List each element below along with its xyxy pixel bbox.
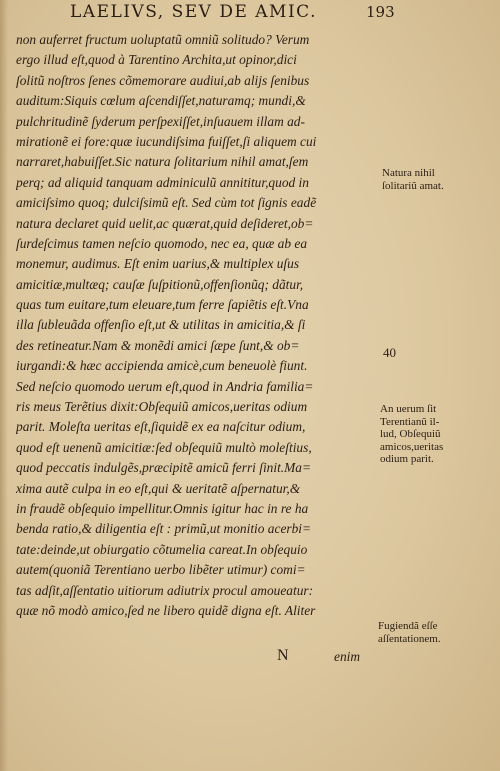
- text-line: des retineatur.Nam & monẽdi amici ſæpe ſunt,& ob=: [16, 337, 300, 353]
- text-line: perq; ad aliquid tanquam adminiculũ annititur,quod in: [16, 174, 309, 190]
- marginal-note-line: amicos,ueritas: [380, 440, 444, 453]
- marginal-note-line: odium parit.: [380, 453, 434, 465]
- text-line: pulchritudinẽ ſyderum perſpexiſſet,inſuauem illam ad-: [16, 113, 305, 129]
- text-line: monemur, audimus. Eſt enim uarius,& multiplex uſus: [16, 256, 300, 272]
- text-line: amicitiæ,multæq; cauſæ ſuſpitionũ,offenſionũq; dãtur,: [16, 276, 304, 292]
- text-line: quod peccatis indulgẽs,præcipitẽ amicũ ferri ſinit.Ma=: [16, 460, 312, 476]
- marginal-note-line: ſolitariũ amat.: [382, 179, 444, 192]
- marginal-note-line: lud, Obſequiũ: [380, 428, 441, 440]
- marginal-note-line: An uerum ſit: [380, 403, 437, 415]
- text-line: narraret,habuiſſet.Sic natura ſolitarium nihil amat,ſem: [16, 154, 309, 170]
- marginal-note-assentatio: [378, 620, 441, 645]
- text-line: ſurdeſcimus tamen neſcio quomodo, nec ea, quæ ab ea: [16, 235, 308, 251]
- text-line: benda ratio,& diligentia eſt : primũ,ut monitio acerbi=: [16, 521, 312, 537]
- line-number-marker: 40: [383, 345, 396, 360]
- text-line: tas adſit,aſſentatio uitiorum adiutrix procul amoueatur:: [16, 582, 314, 598]
- text-line: parit. Moleſta ueritas eſt,ſiquidẽ ex ea naſcitur odium,: [16, 419, 306, 435]
- marginal-note-natura: [382, 167, 444, 192]
- text-line: quod eſt uenenũ amicitiæ:ſed obſequiũ multò moleſtius,: [16, 439, 312, 455]
- text-line: quas tum euitare,tum eleuare,tum ferre ſapiẽtis eſt.Vna: [16, 297, 309, 313]
- text-line: mirationẽ ei fore:quæ iucundiſsima fuiſſet,ſi aliquem cui: [16, 133, 317, 149]
- text-line: ſolitũ noſtros ſenes cõmemorare audiui,ab alijs ſenibus: [16, 72, 310, 88]
- catchword: enim: [334, 649, 361, 664]
- marginal-note-line: Fugiendã eſſe: [378, 620, 438, 632]
- text-line: in fraudẽ obſequio impellitur.Omnis igitur hac in re ha: [16, 500, 309, 516]
- marginal-note-line: Terentianũ il-: [380, 415, 440, 428]
- text-line: Sed neſcio quomodo uerum eſt,quod in Andria familia=: [16, 378, 314, 394]
- marginal-note-line: aſſentationem.: [378, 632, 441, 645]
- running-title: LAELIVS, SEV DE AMIC.: [70, 2, 317, 22]
- text-line: xima autẽ culpa in eo eſt,qui & ueritatẽ aſpernatur,&: [16, 480, 301, 496]
- page-number: 193: [366, 3, 395, 21]
- marginal-note-terentius: [380, 403, 443, 466]
- marginal-note-line: Natura nihil: [382, 167, 435, 179]
- gutter-shadow: [0, 0, 8, 771]
- text-line: non auferret fructum uoluptatũ omniũ solitudo? Verum: [16, 32, 310, 47]
- text-line: iurgandi:& hæc accipienda amicè,cum beneuolè fiunt.: [16, 358, 308, 374]
- text-line: natura declaret quid uelit,ac quærat,quid deſideret,ob=: [16, 215, 314, 231]
- text-line: ergo illud eſt,quod à Tarentino Archita,ut opinor,dici: [16, 52, 297, 68]
- text-line: quæ nõ modò amico,ſed ne libero quidẽ digna eſt. Aliter: [16, 602, 316, 618]
- page-header: [70, 2, 430, 28]
- text-line: amiciſsimo quoq; dulciſsimũ eſt. Sed cùm tot ſignis eadẽ: [16, 195, 317, 211]
- text-line: tate:deinde,ut obiurgatio cõtumelia careat.In obſequio: [16, 541, 308, 557]
- signature-mark: N: [277, 647, 289, 664]
- main-text-block: [16, 30, 376, 621]
- text-line: autem(quoniã Terentiano uerbo libẽter utimur) comi=: [16, 562, 306, 578]
- text-line: ris meus Terẽtius dixit:Obſequiũ amicos,ueritas odium: [16, 399, 308, 415]
- text-line: auditum:Siquis cœlum aſcendiſſet,naturamq; mundi,&: [16, 93, 306, 109]
- text-line: illa ſubleuãda offenſio eſt,ut & utilitas in amicitia,& ſi: [16, 317, 306, 333]
